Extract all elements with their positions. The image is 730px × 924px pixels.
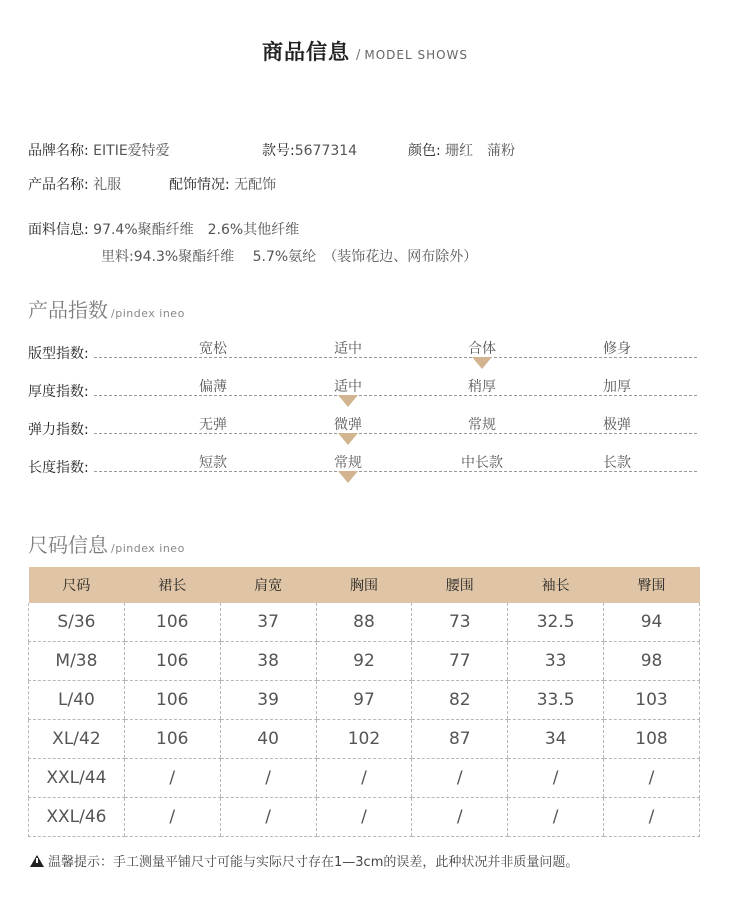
size-cell: / bbox=[124, 759, 220, 798]
index-label: 版型指数: bbox=[28, 346, 89, 362]
index-option: 极弹 bbox=[603, 417, 631, 433]
size-cell: 106 bbox=[124, 603, 220, 642]
size-cell: 32.5 bbox=[508, 603, 604, 642]
size-section-title bbox=[28, 529, 185, 558]
index-option: 微弹 bbox=[334, 417, 362, 433]
size-cell: XXL/44 bbox=[29, 759, 125, 798]
page-title: 商品信息 bbox=[261, 40, 350, 64]
info-row-product bbox=[28, 174, 121, 194]
size-cell: / bbox=[604, 759, 700, 798]
size-cell: S/36 bbox=[29, 603, 125, 642]
size-cell: M/38 bbox=[29, 642, 125, 681]
info-row-fabric bbox=[28, 219, 299, 239]
index-label: 厚度指数: bbox=[28, 384, 89, 400]
size-cell: 106 bbox=[124, 642, 220, 681]
size-cell: 82 bbox=[412, 681, 508, 720]
accessory-label: 配饰情况: bbox=[169, 177, 230, 193]
table-row bbox=[29, 798, 700, 837]
size-header-cell: 尺码 bbox=[29, 567, 125, 603]
size-table-body bbox=[29, 603, 700, 837]
index-option: 修身 bbox=[603, 341, 631, 357]
size-cell: 33.5 bbox=[508, 681, 604, 720]
size-cell: / bbox=[508, 798, 604, 837]
index-option: 稍厚 bbox=[468, 379, 496, 395]
title-separator: / bbox=[355, 48, 361, 63]
size-cell: 106 bbox=[124, 681, 220, 720]
size-cell: / bbox=[124, 798, 220, 837]
size-cell: 97 bbox=[316, 681, 412, 720]
size-cell: 73 bbox=[412, 603, 508, 642]
fabric-label: 面料信息: bbox=[28, 222, 89, 238]
notice-text: 温馨提示：手工测量平铺尺寸可能与实际尺寸存在1—3cm的误差，此种状况并非质量问题。 bbox=[48, 855, 579, 870]
size-cell: 87 bbox=[412, 720, 508, 759]
info-row-style bbox=[262, 140, 357, 160]
index-title: 产品指数 bbox=[28, 298, 108, 322]
size-cell: / bbox=[220, 759, 316, 798]
color-label: 颜色: bbox=[408, 143, 441, 159]
size-cell: 94 bbox=[604, 603, 700, 642]
info-row-brand bbox=[28, 140, 170, 160]
size-header-cell: 袖长 bbox=[508, 567, 604, 603]
index-label: 弹力指数: bbox=[28, 422, 89, 438]
size-header-cell: 裙长 bbox=[124, 567, 220, 603]
size-cell: / bbox=[316, 759, 412, 798]
index-section-title bbox=[28, 294, 185, 323]
size-cell: 77 bbox=[412, 642, 508, 681]
index-marker bbox=[338, 471, 358, 483]
index-option: 适中 bbox=[334, 341, 362, 357]
size-cell: / bbox=[316, 798, 412, 837]
size-cell: XXL/46 bbox=[29, 798, 125, 837]
size-cell: 102 bbox=[316, 720, 412, 759]
brand-value: EITIE爱特爱 bbox=[93, 143, 170, 159]
notice bbox=[30, 851, 578, 870]
table-row bbox=[29, 759, 700, 798]
index-option: 无弹 bbox=[199, 417, 227, 433]
size-header-cell: 胸围 bbox=[316, 567, 412, 603]
size-cell: / bbox=[412, 798, 508, 837]
index-marker bbox=[472, 357, 492, 369]
lining-value: 里料:94.3%聚酯纤维 5.7%氨纶 （装饰花边、网布除外） bbox=[101, 249, 478, 265]
size-cell: 39 bbox=[220, 681, 316, 720]
index-option: 合体 bbox=[468, 341, 496, 357]
index-option: 长款 bbox=[603, 455, 631, 471]
index-option: 中长款 bbox=[461, 455, 503, 471]
size-cell: 40 bbox=[220, 720, 316, 759]
size-cell: / bbox=[508, 759, 604, 798]
index-option: 适中 bbox=[334, 379, 362, 395]
size-cell: 33 bbox=[508, 642, 604, 681]
table-row bbox=[29, 642, 700, 681]
size-cell: 88 bbox=[316, 603, 412, 642]
index-marker bbox=[338, 433, 358, 445]
size-cell: 37 bbox=[220, 603, 316, 642]
size-subtitle: /pindex ineo bbox=[111, 542, 185, 555]
size-cell: 98 bbox=[604, 642, 700, 681]
size-header-cell: 腰围 bbox=[412, 567, 508, 603]
index-option: 宽松 bbox=[199, 341, 227, 357]
index-option: 偏薄 bbox=[199, 379, 227, 395]
color-value: 珊红 蒲粉 bbox=[445, 143, 516, 159]
table-row bbox=[29, 720, 700, 759]
size-cell: 92 bbox=[316, 642, 412, 681]
style-label: 款号: bbox=[262, 143, 295, 159]
table-row bbox=[29, 681, 700, 720]
info-row-lining bbox=[101, 246, 477, 266]
page-subtitle: MODEL SHOWS bbox=[364, 48, 469, 62]
size-cell: 108 bbox=[604, 720, 700, 759]
index-option: 常规 bbox=[468, 417, 496, 433]
fabric-value: 97.4%聚酯纤维 2.6%其他纤维 bbox=[93, 222, 300, 238]
size-cell: / bbox=[220, 798, 316, 837]
size-cell: 38 bbox=[220, 642, 316, 681]
size-table bbox=[28, 567, 700, 837]
index-option: 常规 bbox=[334, 455, 362, 471]
size-cell: 34 bbox=[508, 720, 604, 759]
index-subtitle: /pindex ineo bbox=[111, 307, 185, 320]
page-header bbox=[0, 36, 730, 66]
index-label: 长度指数: bbox=[28, 460, 89, 476]
style-value: 5677314 bbox=[294, 143, 358, 159]
size-cell: / bbox=[604, 798, 700, 837]
size-cell: XL/42 bbox=[29, 720, 125, 759]
size-cell: 106 bbox=[124, 720, 220, 759]
table-row bbox=[29, 603, 700, 642]
product-value: 礼服 bbox=[93, 177, 122, 193]
index-option: 加厚 bbox=[603, 379, 631, 395]
info-row-color bbox=[408, 140, 515, 160]
brand-label: 品牌名称: bbox=[28, 143, 89, 159]
size-cell: 103 bbox=[604, 681, 700, 720]
info-row-accessory bbox=[169, 174, 276, 194]
size-header-cell: 肩宽 bbox=[220, 567, 316, 603]
size-table-header bbox=[29, 567, 700, 603]
size-header-cell: 臀围 bbox=[604, 567, 700, 603]
product-label: 产品名称: bbox=[28, 177, 89, 193]
warning-icon bbox=[30, 855, 44, 867]
size-cell: / bbox=[412, 759, 508, 798]
index-marker bbox=[338, 395, 358, 407]
index-option: 短款 bbox=[199, 455, 227, 471]
accessory-value: 无配饰 bbox=[234, 177, 277, 193]
size-title: 尺码信息 bbox=[28, 533, 108, 557]
size-cell: L/40 bbox=[29, 681, 125, 720]
